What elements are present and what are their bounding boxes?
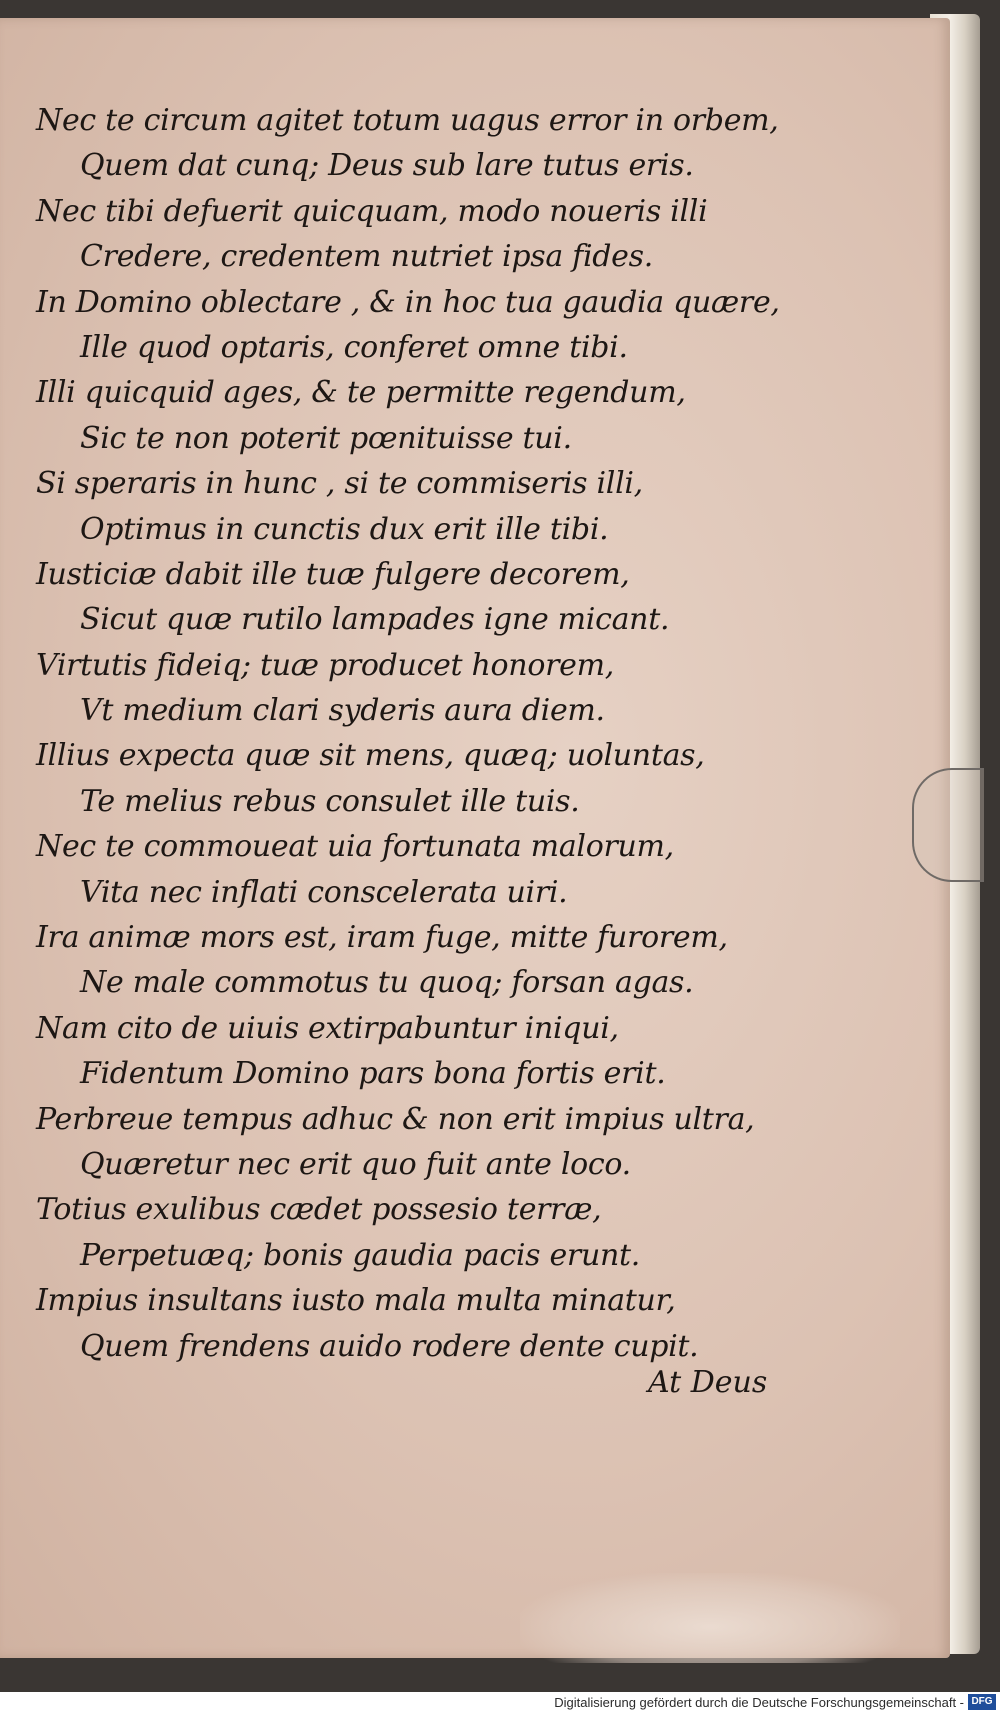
verse-line: Quem frendens auido rodere dente cupit. bbox=[80, 1328, 699, 1364]
verse-line: Sic te non poterit pœnituisse tui. bbox=[80, 420, 572, 456]
verse-line: Nec tibi defuerit quicquam, modo noueris illi bbox=[36, 193, 708, 229]
verse-line: Iusticiæ dabit ille tuæ fulgere decorem, bbox=[36, 556, 630, 592]
footer-credit: Digitalisierung gefördert durch die Deutsche Forschungsgemeinschaft - bbox=[554, 1695, 964, 1710]
dfg-logo: DFG bbox=[968, 1694, 996, 1710]
verse-line: Credere, credentem nutriet ipsa fides. bbox=[80, 239, 653, 275]
catchword: At Deus bbox=[648, 1365, 768, 1400]
verse-line: Totius exulibus cædet possesio terræ, bbox=[36, 1192, 602, 1228]
verse-line: Ira animæ mors est, iram fuge, mitte furorem, bbox=[36, 920, 728, 956]
verse-line: Virtutis fideiq; tuæ producet honorem, bbox=[36, 647, 614, 683]
verse-line: Nec te commoueat uia fortunata malorum, bbox=[36, 829, 674, 865]
verse-text-block bbox=[36, 98, 856, 1369]
verse-line: Perbreue tempus adhuc & non erit impius ultra, bbox=[36, 1101, 755, 1137]
verse-line: Optimus in cunctis dux erit ille tibi. bbox=[80, 511, 609, 547]
verse-line: Te melius rebus consulet ille tuis. bbox=[80, 783, 580, 819]
verse-line: Vita nec inflati conscelerata uiri. bbox=[80, 874, 568, 910]
verse-line: Nam cito de uiuis extirpabuntur iniqui, bbox=[36, 1010, 619, 1046]
verse-line: Vt medium clari syderis aura diem. bbox=[80, 693, 605, 729]
verse-line: Quem dat cunq; Deus sub lare tutus eris. bbox=[80, 148, 694, 184]
verse-line: Sicut quæ rutilo lampades igne micant. bbox=[80, 602, 670, 638]
verse-line: Fidentum Domino pars bona fortis erit. bbox=[80, 1056, 666, 1092]
verse-line: Illius expecta quæ sit mens, quæq; uoluntas, bbox=[36, 738, 705, 774]
paper-stain bbox=[520, 1573, 900, 1663]
verse-line: Si speraris in hunc , si te commiseris illi, bbox=[36, 466, 643, 502]
verse-line: Quæretur nec erit quo fuit ante loco. bbox=[80, 1146, 631, 1182]
verse-line: Impius insultans iusto mala multa minatur, bbox=[36, 1283, 676, 1319]
verse-line: Nec te circum agitet totum uagus error in orbem, bbox=[36, 103, 779, 138]
verse-line: In Domino oblectare , & in hoc tua gaudia quære, bbox=[36, 284, 780, 320]
verse-line: Ne male commotus tu quoq; forsan agas. bbox=[80, 965, 694, 1001]
verse-line: Illi quicquid ages, & te permitte regendum, bbox=[36, 375, 686, 411]
verse-line: Perpetuæq; bonis gaudia pacis erunt. bbox=[80, 1237, 641, 1273]
verse-line: Ille quod optaris, conferet omne tibi. bbox=[80, 329, 628, 365]
page-tab-marker bbox=[912, 768, 984, 882]
